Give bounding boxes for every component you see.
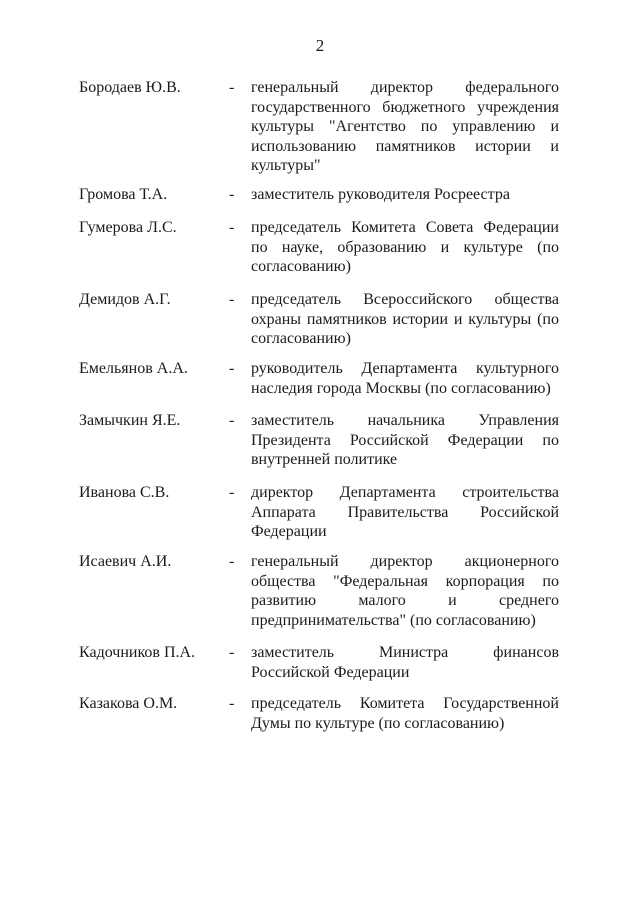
member-position: председатель Всероссийского общества охраны памятников истории и культуры (по согласованию) xyxy=(251,291,559,347)
member-name: Кадочников П.А. xyxy=(79,644,196,661)
member-position: председатель Комитета Совета Федерации по науке, образованию и культуре (по согласованию) xyxy=(251,219,559,275)
member-dash: - xyxy=(229,186,235,203)
member-position: заместитель Министра финансов Российской Федерации xyxy=(251,644,559,681)
member-name: Демидов А.Г. xyxy=(79,291,171,308)
member-position: генеральный директор федерального государственного бюджетного учреждения культуры "Агентство по управлению и использованию памятников истории и культуры" xyxy=(251,79,559,174)
member-dash: - xyxy=(229,484,235,501)
member-dash: - xyxy=(229,291,235,308)
member-position: председатель Комитета Государственной Думы по культуре (по согласованию) xyxy=(251,695,559,732)
member-dash: - xyxy=(229,644,235,661)
member-dash: - xyxy=(229,695,235,712)
member-name: Иванова С.В. xyxy=(79,484,170,501)
member-dash: - xyxy=(229,219,235,236)
member-name: Громова Т.А. xyxy=(79,186,168,203)
member-name: Исаевич А.И. xyxy=(79,553,172,570)
member-name: Гумерова Л.С. xyxy=(79,219,177,236)
page-number: 2 xyxy=(315,36,325,55)
member-dash: - xyxy=(229,553,235,570)
member-name: Емельянов А.А. xyxy=(79,360,188,377)
member-position: директор Департамента строительства Аппарата Правительства Российской Федерации xyxy=(251,484,559,540)
member-position: руководитель Департамента культурного наследия города Москвы (по согласованию) xyxy=(251,360,559,397)
member-dash: - xyxy=(229,79,235,96)
member-position: заместитель руководителя Росреестра xyxy=(251,186,510,203)
member-name: Бородаев Ю.В. xyxy=(79,79,181,96)
member-name: Замычкин Я.Е. xyxy=(79,412,181,429)
member-position: заместитель начальника Управления Президента Российской Федерации по внутренней политике xyxy=(251,412,559,468)
member-position: генеральный директор акционерного общества "Федеральная корпорация по развитию малого и среднего предпринимательства" (по согласованию) xyxy=(251,553,559,629)
member-dash: - xyxy=(229,360,235,377)
member-name: Казакова О.М. xyxy=(79,695,178,712)
member-dash: - xyxy=(229,412,235,429)
